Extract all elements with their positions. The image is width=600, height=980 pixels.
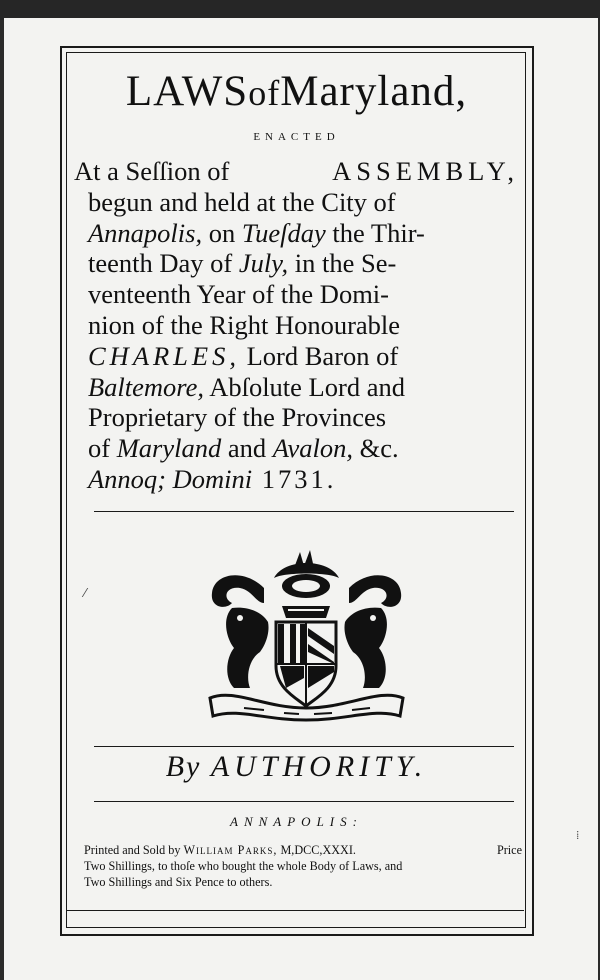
authority-line: By AUTHORITY. <box>165 750 428 783</box>
divider-bottom <box>66 910 524 911</box>
title-laws: LAWS <box>125 68 249 115</box>
body-line-1: At a Seſſion of ASSEMBLY, <box>74 156 519 186</box>
body-line-6: nion of the Right Honourable <box>88 309 401 340</box>
title-of: of <box>248 73 281 113</box>
body-line-11: Annoq; Domini 1731. <box>88 463 337 494</box>
body-line-8: Baltemore, Abſolute Lord and <box>88 371 405 402</box>
enacted-label: ENACTED <box>253 131 340 143</box>
body-line-10: of Maryland and Avalon, &c. <box>88 433 399 464</box>
imprint <box>74 842 522 890</box>
divider-lower <box>94 801 514 802</box>
body-line-9: Proprietary of the Provinces <box>88 402 387 433</box>
coat-of-arms-icon <box>204 548 409 726</box>
margin-mark-right: ⁞ <box>576 828 580 842</box>
body-line-5: venteenth Year of the Domi- <box>88 279 389 310</box>
body-line-4: teenth Day of July, in the Se- <box>88 248 397 279</box>
imprint-line-3: Two Shillings and Six Pence to others. <box>84 875 273 889</box>
city-name: ANNAPOLIS: <box>230 814 363 829</box>
title-body <box>74 156 519 495</box>
top-border-strip <box>0 0 600 20</box>
imprint-line-2: Two Shillings, to thoſe who bought the whole Body of Laws, and <box>84 859 403 873</box>
title-maryland: Maryland, <box>280 68 468 115</box>
page-title <box>74 70 519 113</box>
divider-top <box>94 511 514 512</box>
body-line-7: CHARLES, Lord Baron of <box>88 340 399 371</box>
body-line-3: Annapolis, on Tueſday the Thir- <box>88 217 425 248</box>
imprint-line-1: Printed and Sold by William Parks, M,DCC,XXXI. Price <box>84 843 522 857</box>
body-line-2: begun and held at the City of <box>88 186 396 217</box>
margin-mark-left: ⁄ <box>84 586 87 600</box>
title-page <box>4 18 598 980</box>
divider-middle <box>94 746 514 747</box>
